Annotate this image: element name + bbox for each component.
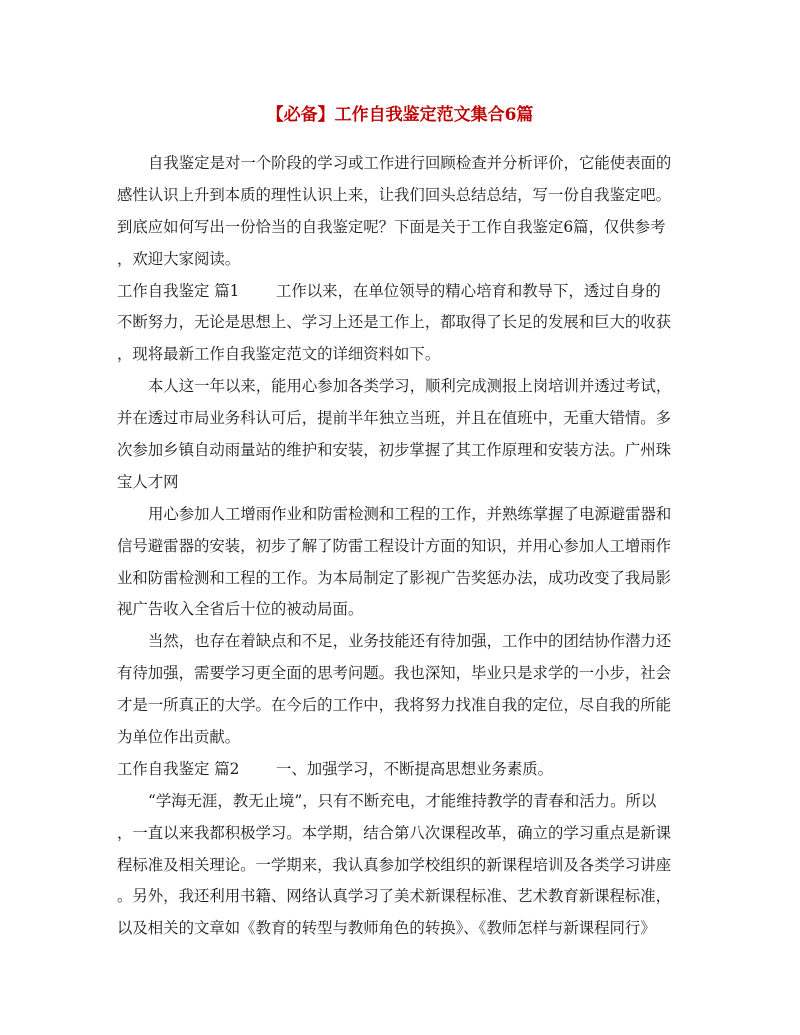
paragraph-line: 当然，也存在着缺点和不足，业务技能还有待加强，工作中的团结协作潜力还 [148,632,672,651]
paragraph-line: 。另外，我还利用书籍、网络认真学习了美术新课程标准、艺术教育新课程标准， [117,887,672,906]
paragraph-line: 视广告收入全省后十位的被动局面。 [117,600,364,619]
intro-line: 感性认识上升到本质的理性认识上来，让我们回头总结总结，写一份自我鉴定吧。 [117,185,672,204]
paragraph-line: 宝人才网 [117,472,179,491]
paragraph-line: 次参加乡镇自动雨量站的维护和安装，初步掌握了其工作原理和安装方法。广州珠 [117,441,672,460]
paragraph-line: 用心参加人工增雨作业和防雷检测和工程的工作，并熟练掌握了电源避雷器和 [148,504,672,523]
section-1-heading-line [117,276,693,308]
intro-line: 自我鉴定是对一个阶段的学习或工作进行回顾检查并分析评价，它能使表面的 [148,154,672,172]
paragraph-line: 本人这一年以来，能用心参加各类学习，顺利完成测报上岗培训并透过考试， [148,377,672,396]
paragraph-line: 以及相关的文章如《教育的转型与教师角色的转换》、《教师怎样与新课程同行》 [117,919,656,938]
paragraph-line: “学海无涯，教无止境”，只有不断充电，才能维持教学的青春和活力。所以 [148,791,657,810]
paragraph-line: ，现将最新工作自我鉴定范文的详细资料如下。 [117,345,441,364]
document-body [117,148,693,945]
paragraph-line: 业和防雷检测和工程的工作。为本局制定了影视广告奖惩办法，成功改变了我局影 [117,568,672,587]
section-1-first-line: 工作以来，在单位领导的精心培育和教导下，透过自身的 [276,281,661,300]
section-2-first-line: 一、加强学习，不断提高思想业务素质。 [276,759,554,778]
paragraph-line: 有待加强，需要学习更全面的思考问题。我也深知，毕业只是求学的一小步，社会 [117,664,672,683]
paragraph-line: 为单位作出贡献。 [117,728,241,747]
paragraph-line: 信号避雷器的安装，初步了解了防雷工程设计方面的知识，并用心参加人工增雨作 [117,536,672,555]
paragraph-line: 才是一所真正的大学。在今后的工作中，我将努力找准自我的定位，尽自我的所能 [117,696,672,715]
section-2-heading-line [117,754,693,786]
paragraph-line: 并在透过市局业务科认可后，提前半年独立当班，并且在值班中，无重大错情。多 [117,409,672,428]
section-2-label: 工作自我鉴定 篇2 [117,759,240,778]
document-title: 【必备】工作自我鉴定范文集合6篇 [266,105,534,125]
paragraph-line: ，一直以来我都积极学习。本学期，结合第八次课程改革，确立的学习重点是新课 [117,823,672,842]
intro-line: ，欢迎大家阅读。 [117,249,241,268]
section-1-label: 工作自我鉴定 篇1 [117,281,240,300]
paragraph-line: 程标准及相关理论。一学期来，我认真参加学校组织的新课程培训及各类学习讲座 [117,855,672,874]
paragraph-line: 不断努力，无论是思想上、学习上还是工作上，都取得了长足的发展和巨大的收获 [117,313,672,332]
intro-line: 到底应如何写出一份恰当的自我鉴定呢？下面是关于工作自我鉴定6篇，仅供参考 [117,217,666,236]
